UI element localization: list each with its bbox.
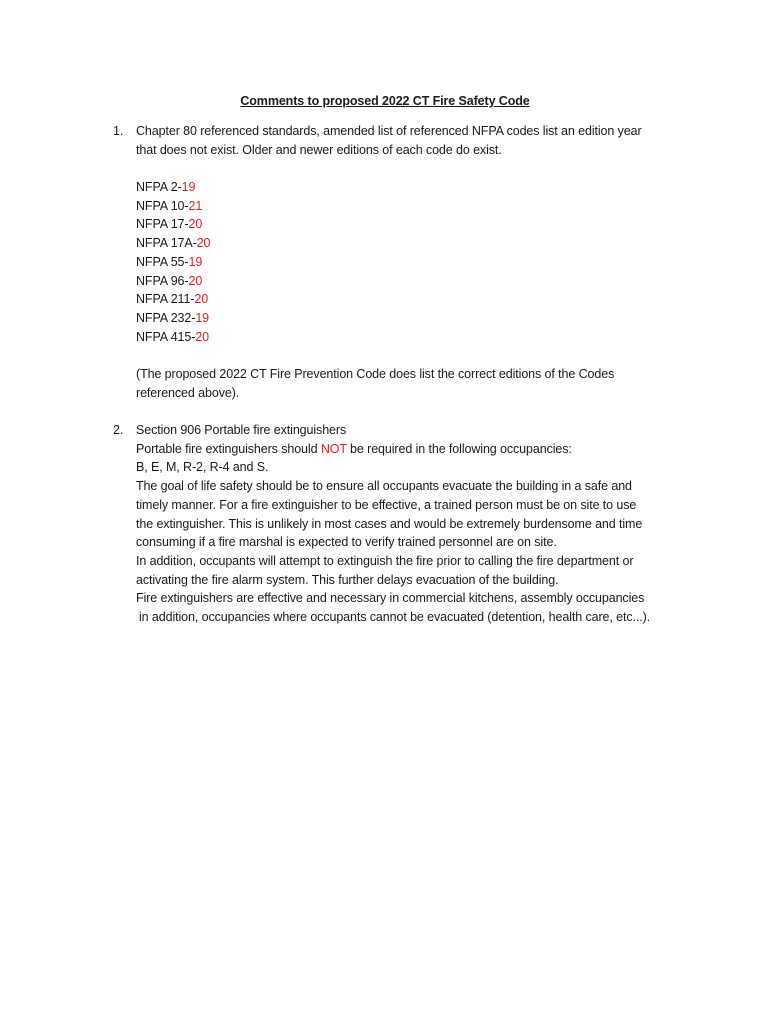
edition-year: 20 bbox=[188, 217, 203, 232]
edition-year: 20 bbox=[196, 236, 211, 251]
paragraph-line: The goal of life safety should be to ensure all occupants evacuate the building in a safe and bbox=[136, 479, 632, 494]
nfpa-code: NFPA 211-20 bbox=[136, 292, 209, 307]
note-line: (The proposed 2022 CT Fire Prevention Code does list the correct editions of the Codes bbox=[136, 366, 615, 381]
paragraph-line: timely manner. For a fire extinguisher to be effective, a trained person must be on site to use bbox=[136, 497, 637, 512]
paragraph-line: In addition, occupants will attempt to extinguish the fire prior to calling the fire department or bbox=[136, 553, 634, 568]
edition-year: 20 bbox=[195, 329, 210, 344]
nfpa-code: NFPA 17A-20 bbox=[136, 236, 211, 251]
nfpa-code: NFPA 232-19 bbox=[136, 310, 210, 325]
edition-year: 19 bbox=[195, 310, 210, 325]
occupancies-line: B, E, M, R-2, R-4 and S. bbox=[136, 460, 269, 475]
nfpa-code: NFPA 415-20 bbox=[136, 329, 210, 344]
list-item-2 bbox=[113, 421, 673, 627]
nfpa-code: NFPA 10-21 bbox=[136, 198, 203, 213]
edition-year: 21 bbox=[188, 198, 203, 213]
paragraph-line: the extinguisher. This is unlikely in most cases and would be extremely burdensome and time bbox=[136, 516, 643, 531]
paragraph-line: Fire extinguishers are effective and necessary in commercial kitchens, assembly occupancies bbox=[136, 591, 645, 606]
nfpa-code: NFPA 96-20 bbox=[136, 273, 203, 288]
item-text-line: that does not exist. Older and newer editions of each code do exist. bbox=[136, 142, 502, 157]
edition-year: 20 bbox=[188, 273, 203, 288]
nfpa-code: NFPA 17-20 bbox=[136, 217, 203, 232]
edition-year: 20 bbox=[194, 292, 209, 307]
note-line: referenced above). bbox=[136, 385, 240, 400]
list-item-1 bbox=[113, 122, 673, 402]
nfpa-code: NFPA 55-19 bbox=[136, 254, 203, 269]
paragraph-line: consuming if a fire marshal is expected to verify trained personnel are on site. bbox=[136, 535, 557, 550]
emphasis-not: NOT bbox=[320, 441, 347, 456]
item-number: 2. bbox=[113, 423, 124, 437]
note bbox=[136, 365, 673, 402]
requirement-line: Portable fire extinguishers should NOT be required in the following occupancies: bbox=[136, 441, 572, 456]
page-title: Comments to proposed 2022 CT Fire Safety Code bbox=[240, 94, 530, 108]
nfpa-code-list bbox=[136, 178, 673, 346]
paragraph-line: in addition, occupancies where occupants cannot be evacuated (detention, health care, etc...). bbox=[139, 610, 651, 625]
section-heading: Section 906 Portable fire extinguishers bbox=[136, 423, 347, 437]
item-number: 1. bbox=[113, 124, 124, 138]
edition-year: 19 bbox=[188, 254, 203, 269]
paragraph-line: activating the fire alarm system. This further delays evacuation of the building. bbox=[136, 572, 559, 587]
nfpa-code: NFPA 2-19 bbox=[136, 180, 196, 195]
item-text-line: Chapter 80 referenced standards, amended list of referenced NFPA codes list an edition year bbox=[136, 124, 642, 138]
edition-year: 19 bbox=[181, 180, 196, 195]
